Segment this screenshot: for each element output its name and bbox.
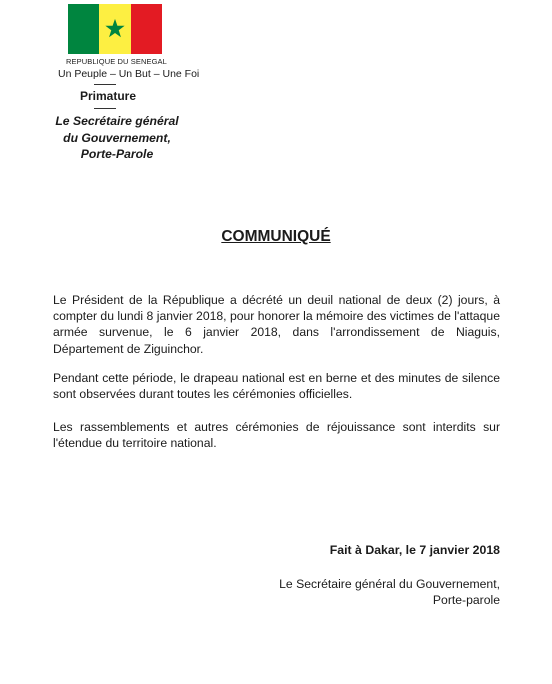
flag-band-yellow: [99, 4, 130, 54]
signatory-line: Le Secrétaire général du Gouvernement,: [279, 577, 500, 591]
sender-line: Porte-Parole: [80, 147, 154, 161]
signatory-line: Porte-parole: [432, 593, 500, 608]
office-divider: [94, 108, 116, 109]
place-and-date: Fait à Dakar, le 7 janvier 2018: [329, 543, 500, 557]
sender-block: [52, 113, 182, 163]
signatory-block: [279, 576, 500, 609]
office-label: Primature: [80, 89, 137, 103]
body-paragraph: Le Président de la République a décrété un deuil national de deux (2) jours, à compter du lundi 8 janvier 2018, pour honorer la mémoire des victimes de l'attaque armée survenue, le 6 janvier 2018, dans l'arrondissement de Niaguis, Département de Ziguinchor.: [53, 293, 500, 356]
sender-line: du Gouvernement,: [63, 130, 171, 145]
flag-band-red: [131, 4, 162, 54]
communique-title: COMMUNIQUÉ: [221, 228, 331, 245]
senegal-flag: [68, 4, 162, 54]
sender-line: Le Secrétaire général: [55, 114, 179, 128]
flag-star-icon: [104, 18, 126, 40]
header-divider: [94, 84, 116, 85]
body-paragraph: Les rassemblements et autres cérémonies de réjouissance sont interdits sur l'étendue du territoire national.: [53, 420, 500, 451]
flag-band-green: [68, 4, 99, 54]
body-paragraph: Pendant cette période, le drapeau national est en berne et des minutes de silence sont observées durant toutes les cérémonies officielles.: [53, 371, 500, 402]
national-motto: Un Peuple – Un But – Une Foi: [58, 68, 200, 80]
republic-label: REPUBLIQUE DU SENEGAL: [66, 57, 167, 66]
